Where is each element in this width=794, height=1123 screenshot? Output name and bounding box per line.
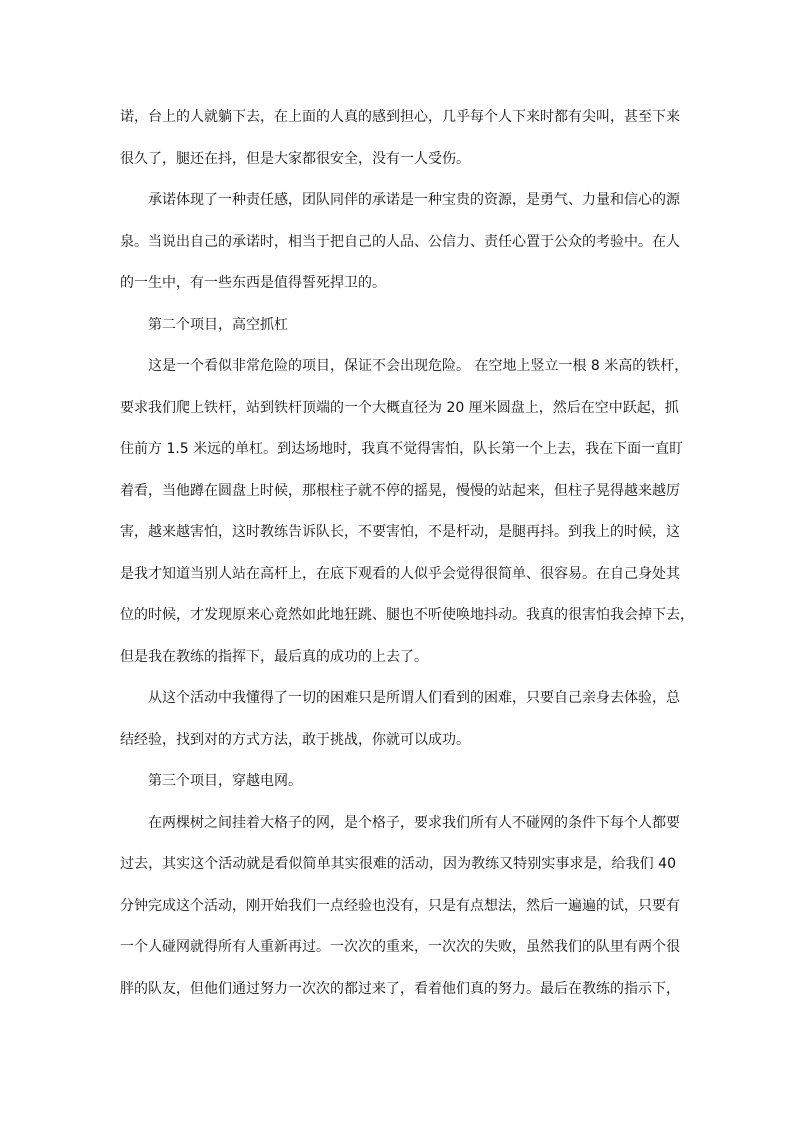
- paragraph-start: 这是一个看似非常危险的项目，保证不会出现危险。 在空地上竖立一根 8 米高的铁杆，: [148, 358, 689, 374]
- text-line: 住前方 1.5 米远的单杠。到达场地时，我真不觉得害怕，队长第一个上去，我在下面一直盯: [120, 441, 684, 457]
- paragraph-start: 承诺体现了一种责任感，团队同伴的承诺是一种宝贵的资源，是勇气、力量和信心的源: [148, 192, 680, 208]
- text-line: 很久了，腿还在抖，但是大家都很安全，没有一人受伤。: [120, 150, 470, 167]
- text-line: 位的时候，才发现原来心竟然如此地狂跳、腿也不听使唤地抖动。我真的很害怕我会掉下去，: [120, 607, 694, 623]
- text-line: 但是我在教练的指挥下，最后真的成功的上去了。: [120, 648, 428, 665]
- text-line: 着看，当他蹲在圆盘上时候，那根柱子就不停的摇晃，慢慢的站起来，但柱子晃得越来越厉: [120, 482, 680, 499]
- text-line: 的一生中，有一些东西是值得誓死捍卫的。: [120, 275, 386, 291]
- section-heading: 第二个项目，高空抓杠: [148, 316, 288, 333]
- paragraph-start: 在两棵树之间挂着大格子的网，是个格子，要求我们所有人不碰网的条件下每个人都要: [148, 814, 680, 831]
- text-line: 要求我们爬上铁杆，站到铁杆顶端的一个大概直径为 20 厘米圆盘上，然后在空中跃起，抓: [120, 399, 679, 416]
- text-line: 过去，其实这个活动就是看似简单其实很难的活动，因为教练又特别实事求是，给我们 40: [120, 856, 676, 872]
- section-heading: 第三个项目，穿越电网。: [148, 773, 302, 789]
- document-body: [120, 104, 694, 1017]
- text-line: 一个人碰网就得所有人重新再过。一次次的重来，一次次的失败，虽然我们的队里有两个很: [120, 939, 680, 955]
- text-line: 是我才知道当别人站在高杆上，在底下观看的人似乎会觉得很简单、很容易。在自己身处其: [120, 565, 680, 582]
- text-line: 害，越来越害怕，这时教练告诉队长，不要害怕，不是杆动，是腿再抖。到我上的时候，这: [120, 524, 680, 540]
- text-line: 分钟完成这个活动，刚开始我们一点经验也没有，只是有点想法，然后一遍遍的试，只要有: [120, 897, 680, 914]
- paragraph-start: 从这个活动中我懂得了一切的困难只是所谓人们看到的困难，只要自己亲身去体验，总: [148, 690, 680, 706]
- text-line: 结经验，找到对的方式方法，敢于挑战，你就可以成功。: [120, 731, 470, 748]
- text-line: 胖的队友，但他们通过努力一次次的都过来了，看着他们真的努力。最后在教练的指示下，: [120, 980, 680, 997]
- text-line: 诺，台上的人就躺下去，在上面的人真的感到担心，几乎每个人下来时都有尖叫，甚至下来: [120, 109, 680, 125]
- text-line: 泉。当说出自己的承诺时，相当于把自己的人品、公信力、责任心置于公众的考验中。在人: [120, 233, 680, 250]
